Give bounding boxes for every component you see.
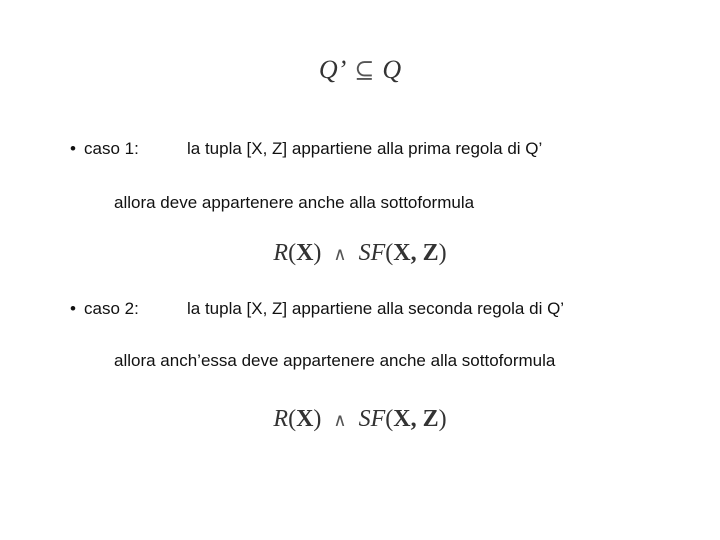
and-symbol: ∧ bbox=[333, 410, 347, 430]
bullet-icon: • bbox=[70, 139, 76, 158]
formula-xz: X, Z bbox=[393, 240, 439, 266]
formula-q-prime: Q’ bbox=[318, 55, 347, 84]
formula-x: X bbox=[296, 406, 314, 432]
bullet-icon: • bbox=[70, 299, 76, 318]
formula-x: X bbox=[296, 240, 314, 266]
case-1-line bbox=[70, 139, 542, 159]
subset-formula bbox=[0, 55, 720, 85]
subset-symbol: ⊆ bbox=[354, 58, 375, 84]
case-1-description: la tupla [X, Z] appartiene alla prima regola di Q’ bbox=[187, 139, 543, 158]
case-1-label: caso 1: bbox=[84, 139, 139, 158]
case-2-label: caso 2: bbox=[84, 299, 139, 318]
case-2-consequence: allora anch’essa deve appartenere anche alla sottoformula bbox=[114, 351, 556, 370]
formula-sf: SF bbox=[358, 406, 386, 432]
and-symbol: ∧ bbox=[333, 244, 347, 264]
case-2-formula: R(X) ∧ SF(X, Z) bbox=[273, 406, 447, 432]
formula-r: R bbox=[273, 406, 289, 432]
formula-xz: X, Z bbox=[393, 406, 439, 432]
case-2-line bbox=[70, 299, 564, 319]
case-1-consequence: allora deve appartenere anche alla sottoformula bbox=[114, 193, 475, 212]
case-1-formula: R(X) ∧ SF(X, Z) bbox=[273, 240, 447, 266]
case-2-description: la tupla [X, Z] appartiene alla seconda regola di Q’ bbox=[187, 299, 565, 318]
formula-sf: SF bbox=[358, 240, 386, 266]
formula-q: Q bbox=[382, 55, 402, 84]
formula-r: R bbox=[273, 240, 289, 266]
